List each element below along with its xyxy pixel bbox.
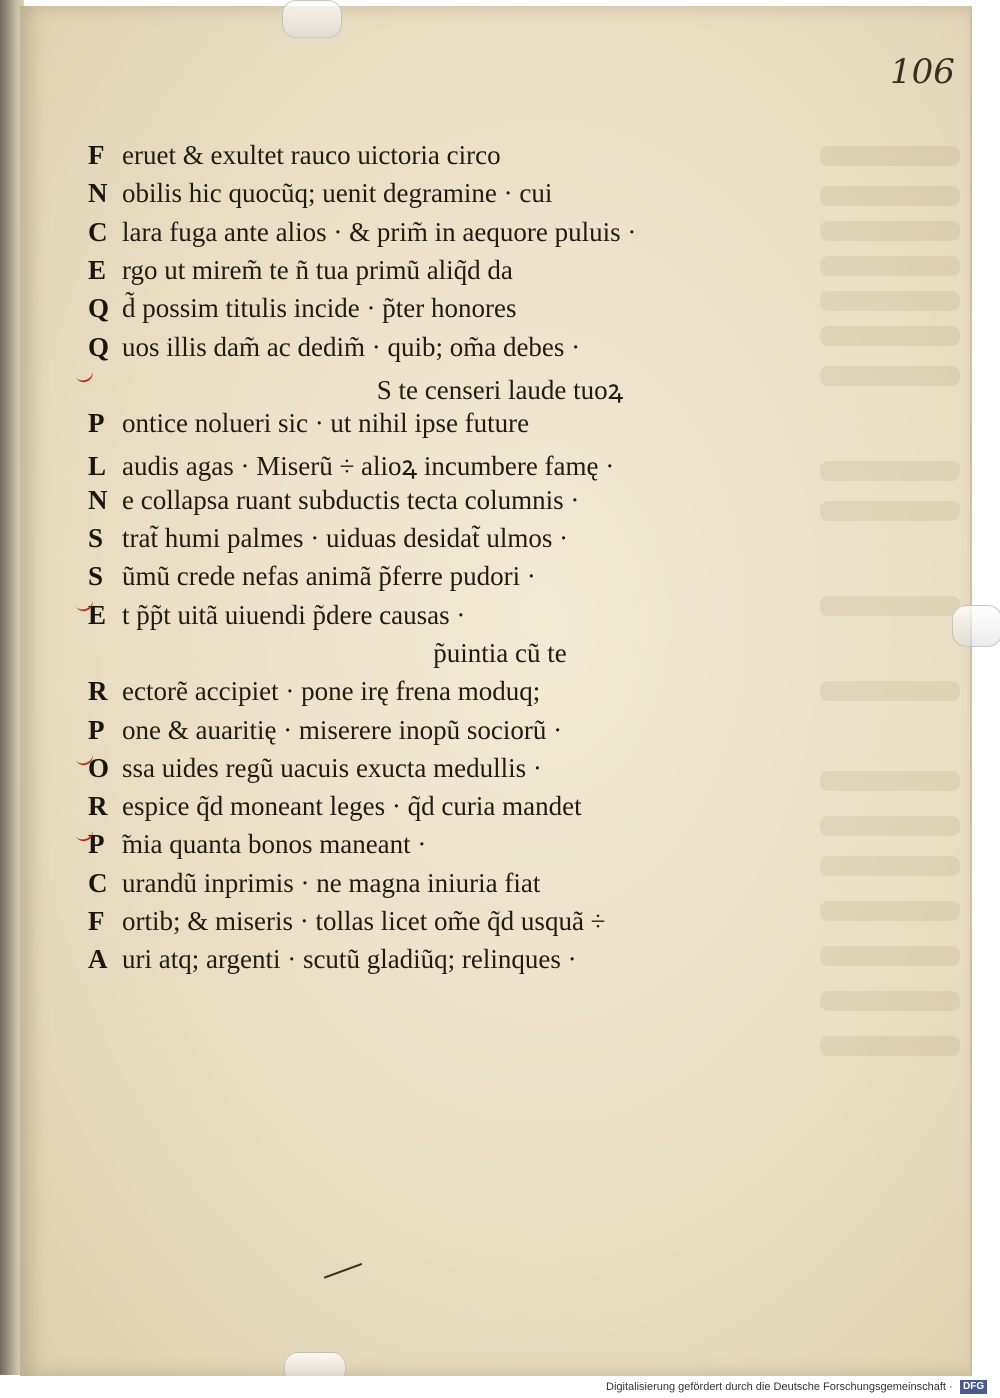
text-line bbox=[0, 638, 1000, 672]
line-text: ssa uides regũ uacuis exucta medullis · bbox=[122, 752, 542, 783]
line-text: audis agas · Miserũ ÷ alioꝝ incumbere famę · bbox=[122, 451, 615, 482]
text-line bbox=[88, 561, 536, 595]
text-line bbox=[88, 944, 577, 978]
line-initial: Q bbox=[88, 331, 110, 362]
line-text: lara fuga ante alios · & prim̃ in aequore puluis · bbox=[122, 216, 637, 247]
line-text: obilis hic quocũq; uenit degramine · cui bbox=[122, 178, 553, 209]
funding-notice: Digitalisierung gefördert durch die Deutsche Forschungsgemeinschaft · bbox=[606, 1381, 953, 1393]
line-initial: C bbox=[88, 867, 108, 898]
text-line bbox=[88, 332, 580, 366]
line-initial: R bbox=[88, 791, 108, 822]
line-initial: E bbox=[88, 254, 107, 285]
text-line bbox=[88, 485, 579, 519]
line-text: p̃uintia cũ te bbox=[433, 637, 567, 668]
text-line bbox=[88, 446, 614, 480]
text-line bbox=[88, 217, 636, 251]
line-text: t p̃p̃t uitã uiuendi p̃dere causas · bbox=[122, 599, 466, 630]
text-line bbox=[88, 293, 516, 327]
line-initial: S bbox=[88, 523, 104, 553]
line-initial: S bbox=[88, 561, 104, 592]
text-line bbox=[88, 868, 540, 902]
line-text: espice q̃d moneant leges · q̃d curia mandet bbox=[122, 791, 582, 822]
line-initial: P bbox=[88, 829, 105, 860]
line-text: uri atq; argenti · scutũ gladiũq; relinques · bbox=[122, 944, 577, 975]
line-initial: L bbox=[88, 451, 107, 482]
text-line bbox=[88, 523, 568, 557]
line-text: one & auaritię · miserere inopũ sociorũ · bbox=[122, 714, 563, 745]
line-text: ũmũ crede nefas animã p̃ferre pudori · bbox=[122, 561, 536, 592]
text-line bbox=[88, 791, 582, 825]
line-text: ectorẽ accipiet · pone irę frena moduq; bbox=[122, 676, 541, 707]
line-text: rgo ut mirem̃ te ñ tua primũ aliq̃d da bbox=[122, 254, 513, 285]
line-initial: P bbox=[88, 714, 105, 745]
line-text: S te censeri laude tuoꝝ bbox=[376, 374, 624, 405]
text-line bbox=[88, 753, 542, 787]
line-text: ortib; & miseris · tollas licet om̃e q̃d usquã ÷ bbox=[122, 906, 606, 936]
line-initial: O bbox=[88, 752, 110, 783]
text-line bbox=[88, 178, 552, 212]
line-initial: F bbox=[88, 906, 105, 936]
text-line bbox=[88, 829, 426, 863]
text-line bbox=[0, 370, 1000, 404]
folio-number: 106 bbox=[890, 52, 955, 92]
line-text: trat̃ humi palmes · uiduas desidat̃ ulmos · bbox=[122, 523, 569, 553]
line-text: ontice nolueri sic · ut nihil ipse future bbox=[122, 408, 530, 439]
line-initial: N bbox=[88, 484, 108, 515]
line-initial: P bbox=[88, 408, 105, 439]
line-text: e collapsa ruant subductis tecta columnis · bbox=[122, 484, 580, 515]
text-line bbox=[88, 600, 465, 634]
text-line bbox=[88, 408, 529, 442]
text-line bbox=[88, 715, 562, 749]
dfg-logo: DFG bbox=[960, 1380, 987, 1394]
text-line bbox=[88, 140, 501, 174]
page-clip-top bbox=[282, 0, 342, 38]
line-initial: C bbox=[88, 216, 108, 247]
line-initial: Q bbox=[88, 293, 110, 324]
line-text: eruet & exultet rauco uictoria circo bbox=[122, 140, 501, 170]
line-text: ̃mia quanta bonos maneant · bbox=[122, 829, 427, 860]
line-initial: F bbox=[88, 140, 105, 170]
line-initial: A bbox=[88, 944, 108, 975]
line-initial: N bbox=[88, 178, 108, 209]
line-text: urandũ inprimis · ne magna iniuria fiat bbox=[122, 867, 541, 898]
line-initial: R bbox=[88, 676, 108, 707]
text-line bbox=[88, 255, 513, 289]
text-line bbox=[88, 676, 540, 710]
line-text: uos illis dam̃ ac dedim̃ · quib; om̃a debes · bbox=[122, 331, 581, 362]
show-through-text bbox=[820, 6, 1000, 1376]
line-text: d̃ possim titulis incide · p̃ter honores bbox=[122, 293, 517, 324]
text-line bbox=[88, 906, 606, 940]
line-initial: E bbox=[88, 599, 107, 630]
